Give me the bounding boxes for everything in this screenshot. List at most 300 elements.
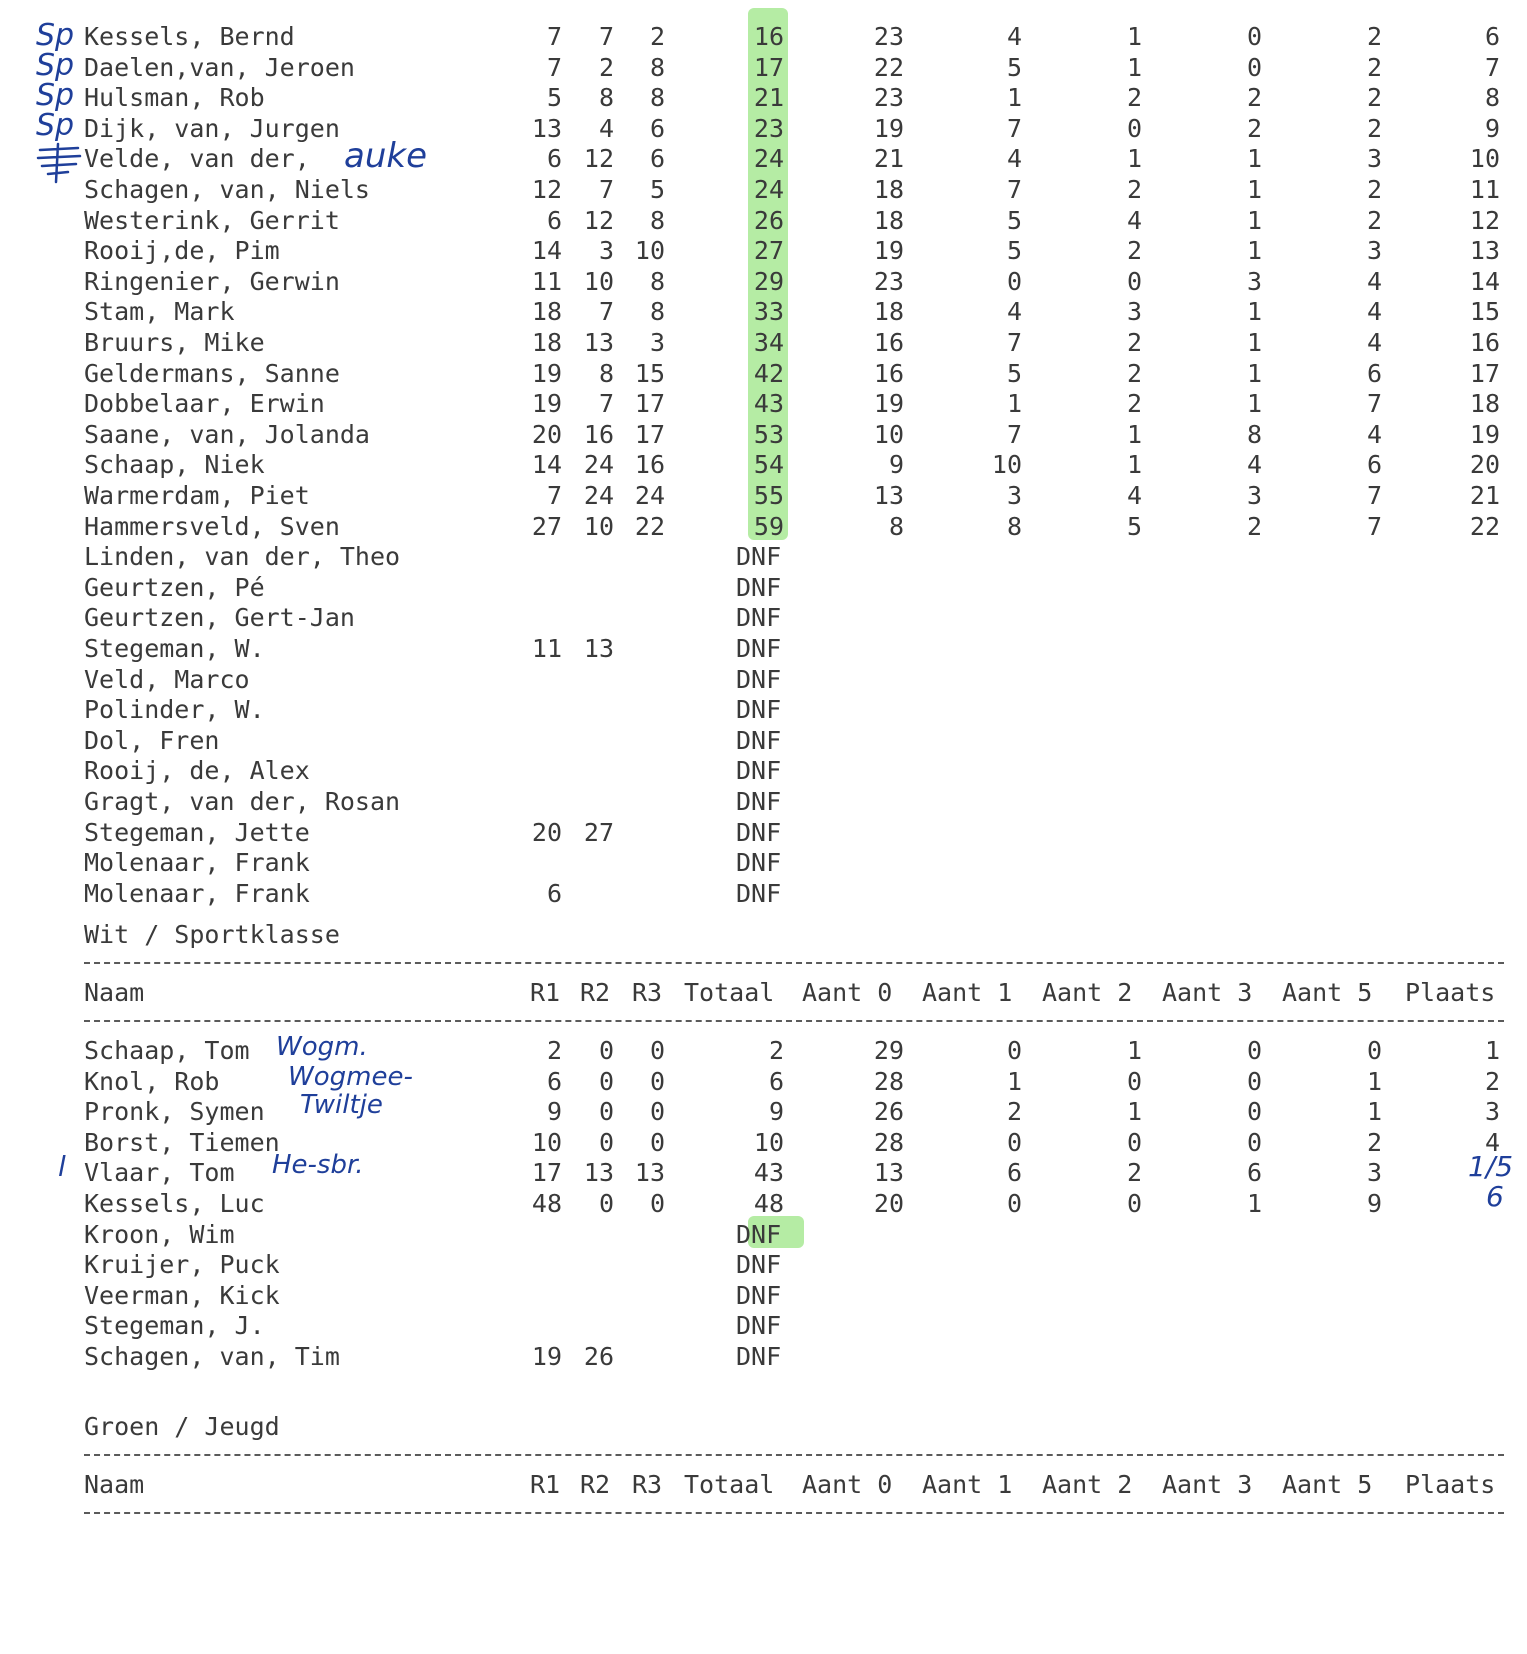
- cell-a1: 7: [1006, 419, 1022, 449]
- participant-name: Kessels, Luc: [84, 1189, 265, 1218]
- cell-a0: 19: [873, 236, 904, 266]
- handwritten-sp-mark: Sp: [36, 48, 75, 83]
- cell-r1: 18: [531, 328, 562, 357]
- cell-totaal: 6: [768, 1066, 784, 1096]
- participant-name: Borst, Tiemen: [84, 1127, 280, 1157]
- cell-plaats: 17: [1469, 358, 1500, 388]
- table-row: [0, 756, 1527, 786]
- header-r1: R1: [530, 978, 561, 1007]
- table-row: [0, 1036, 1527, 1066]
- cell-plaats: 12: [1469, 205, 1500, 235]
- cell-a3: 0: [1246, 1127, 1262, 1157]
- cell-r2: 12: [583, 205, 614, 235]
- scribble-icon: [34, 140, 84, 186]
- cell-a5: 3: [1366, 236, 1382, 266]
- table-row: [0, 542, 1527, 572]
- cell-a0: 29: [873, 1036, 904, 1065]
- cell-a0: 18: [873, 205, 904, 235]
- cell-r3: 22: [634, 511, 665, 541]
- dash-rule: [84, 1020, 1504, 1022]
- table-row: [0, 1189, 1527, 1219]
- cell-plaats: 1: [1484, 1036, 1500, 1065]
- cell-a5: 9: [1366, 1189, 1382, 1218]
- handwritten-sp-mark: Sp: [36, 18, 75, 53]
- cell-a5: 4: [1366, 419, 1382, 449]
- cell-r2: 13: [583, 634, 614, 663]
- dash-rule: [84, 1512, 1504, 1514]
- table-row: [0, 22, 1527, 52]
- cell-a1: 0: [1006, 1189, 1022, 1218]
- cell-a1: 5: [1006, 236, 1022, 266]
- cell-a3: 1: [1246, 297, 1262, 327]
- participant-name: Bruurs, Mike: [84, 328, 265, 357]
- cell-a2: 3: [1126, 297, 1142, 327]
- participant-name: Pronk, Symen: [84, 1097, 265, 1127]
- cell-a5: 0: [1366, 1036, 1382, 1065]
- handwritten-sp-mark: Sp: [36, 78, 75, 113]
- cell-r2: 7: [598, 297, 614, 327]
- cell-r3: 8: [649, 83, 665, 113]
- table-row: [0, 297, 1527, 327]
- participant-name: Stam, Mark: [84, 297, 235, 327]
- table-row: [0, 603, 1527, 633]
- cell-a1: 1: [1006, 1066, 1022, 1096]
- cell-r2: 7: [598, 22, 614, 51]
- cell-a1: 7: [1006, 328, 1022, 357]
- cell-totaal: 17: [753, 52, 784, 82]
- cell-r1: 20: [531, 419, 562, 449]
- header-a2: Aant 2: [1042, 978, 1133, 1007]
- handwritten-twiltje: Twiltje: [300, 1090, 383, 1120]
- cell-a1: 0: [1006, 1036, 1022, 1065]
- cell-r3: 2: [649, 22, 665, 51]
- participant-name: Kessels, Bernd: [84, 22, 295, 51]
- cell-a0: 23: [873, 83, 904, 113]
- cell-plaats: 2: [1484, 1066, 1500, 1096]
- cell-totaal: 55: [753, 481, 784, 510]
- table-row: [0, 1158, 1527, 1188]
- cell-plaats: 3: [1484, 1097, 1500, 1127]
- cell-a1: 8: [1006, 511, 1022, 541]
- cell-a0: 13: [873, 481, 904, 510]
- cell-a3: 0: [1246, 1097, 1262, 1127]
- cell-totaal: DNF: [736, 725, 782, 755]
- cell-r1: 9: [546, 1097, 562, 1127]
- cell-a0: 28: [873, 1066, 904, 1096]
- cell-totaal: 24: [753, 175, 784, 204]
- cell-a3: 8: [1246, 419, 1262, 449]
- cell-r1: 7: [546, 52, 562, 82]
- table-row: [0, 206, 1527, 236]
- cell-a0: 18: [873, 175, 904, 204]
- cell-r2: 10: [583, 511, 614, 541]
- header-r3: R3: [632, 978, 663, 1007]
- cell-a5: 1: [1366, 1066, 1382, 1096]
- cell-r1: 11: [531, 266, 562, 296]
- participant-name: Velde, van der,: [84, 144, 310, 174]
- cell-a1: 3: [1006, 481, 1022, 510]
- participant-name: Dol, Fren: [84, 725, 220, 755]
- cell-a0: 23: [873, 266, 904, 296]
- cell-a1: 4: [1006, 297, 1022, 327]
- table-row: [0, 1067, 1527, 1097]
- cell-r1: 14: [531, 450, 562, 480]
- cell-r3: 10: [634, 236, 665, 266]
- cell-a5: 1: [1366, 1097, 1382, 1127]
- table-row: [0, 787, 1527, 817]
- cell-a2: 5: [1126, 511, 1142, 541]
- participant-name: Daelen,van, Jeroen: [84, 52, 355, 82]
- cell-a2: 0: [1126, 1066, 1142, 1096]
- participant-name: Westerink, Gerrit: [84, 205, 340, 235]
- cell-a3: 4: [1246, 450, 1262, 480]
- participant-name: Molenaar, Frank: [84, 848, 310, 878]
- cell-totaal: 16: [753, 22, 784, 51]
- cell-r1: 7: [546, 481, 562, 510]
- cell-totaal: 48: [753, 1189, 784, 1218]
- cell-r1: 27: [531, 511, 562, 541]
- cell-a2: 1: [1126, 22, 1142, 51]
- section-title-wit: Wit / Sportklasse: [84, 920, 340, 949]
- header-r2: R2: [580, 1470, 611, 1499]
- handwritten-wogmee: Wogmee-: [288, 1062, 413, 1092]
- participant-name: Stegeman, W.: [84, 634, 265, 663]
- participant-name: Schaap, Niek: [84, 450, 265, 480]
- cell-totaal: 29: [753, 266, 784, 296]
- dash-rule: [84, 1454, 1504, 1456]
- cell-a1: 10: [991, 450, 1022, 480]
- cell-totaal: DNF: [736, 1250, 782, 1280]
- cell-totaal: 27: [753, 236, 784, 266]
- cell-a1: 5: [1006, 52, 1022, 82]
- cell-plaats: 8: [1484, 83, 1500, 113]
- cell-a5: 2: [1366, 205, 1382, 235]
- participant-name: Stegeman, Jette: [84, 817, 310, 847]
- participant-name: Veerman, Kick: [84, 1280, 280, 1310]
- handwritten-plaats-vlaar: 1/5: [1468, 1150, 1514, 1183]
- header-totaal: Totaal: [684, 978, 775, 1007]
- cell-a2: 1: [1126, 1036, 1142, 1065]
- cell-a1: 2: [1006, 1097, 1022, 1127]
- cell-totaal: 2: [768, 1036, 784, 1065]
- cell-totaal: 54: [753, 450, 784, 480]
- cell-a3: 1: [1246, 389, 1262, 419]
- cell-a0: 16: [873, 358, 904, 388]
- cell-plaats: 13: [1469, 236, 1500, 266]
- table-row: [0, 1097, 1527, 1127]
- cell-r1: 12: [531, 175, 562, 204]
- table-row: [0, 818, 1527, 848]
- table-row: [0, 175, 1527, 205]
- cell-r2: 0: [598, 1097, 614, 1127]
- cell-a0: 19: [873, 389, 904, 419]
- participant-name: Linden, van der, Theo: [84, 542, 401, 572]
- cell-a1: 7: [1006, 113, 1022, 143]
- cell-r3: 8: [649, 266, 665, 296]
- cell-r1: 19: [531, 389, 562, 419]
- section-title-groen: Groen / Jeugd: [84, 1412, 280, 1441]
- cell-a3: 0: [1246, 1036, 1262, 1065]
- table-row: [0, 634, 1527, 664]
- cell-totaal: DNF: [736, 1280, 782, 1310]
- cell-totaal: DNF: [736, 1342, 782, 1371]
- cell-a0: 26: [873, 1097, 904, 1127]
- participant-name: Veld, Marco: [84, 664, 250, 694]
- table-row: [0, 450, 1527, 480]
- cell-plaats: 14: [1469, 266, 1500, 296]
- table-row: [0, 114, 1527, 144]
- cell-r1: 18: [531, 297, 562, 327]
- cell-totaal: 43: [753, 1158, 784, 1188]
- cell-a0: 28: [873, 1127, 904, 1157]
- cell-a3: 2: [1246, 83, 1262, 113]
- cell-r3: 8: [649, 297, 665, 327]
- table-row: [0, 328, 1527, 358]
- cell-totaal: DNF: [736, 848, 782, 878]
- cell-plaats: 22: [1469, 511, 1500, 541]
- handwritten-tick: l: [58, 1150, 66, 1183]
- participant-name: Dobbelaar, Erwin: [84, 389, 325, 419]
- cell-a0: 9: [888, 450, 904, 480]
- table-row: [0, 1342, 1527, 1372]
- cell-plaats: 6: [1484, 22, 1500, 51]
- cell-plaats: 4: [1484, 1127, 1500, 1157]
- header-a5: Aant 5: [1282, 978, 1373, 1007]
- cell-totaal: 34: [753, 328, 784, 357]
- cell-r1: 6: [546, 1066, 562, 1096]
- cell-a3: 1: [1246, 358, 1262, 388]
- header-naam: Naam: [84, 1470, 145, 1499]
- cell-r3: 0: [649, 1189, 665, 1218]
- cell-a3: 0: [1246, 1066, 1262, 1096]
- cell-r2: 27: [583, 817, 614, 847]
- cell-totaal: 10: [753, 1127, 784, 1157]
- cell-r2: 3: [598, 236, 614, 266]
- cell-plaats: 10: [1469, 144, 1500, 174]
- cell-r1: 5: [546, 83, 562, 113]
- participant-name: Stegeman, J.: [84, 1311, 265, 1341]
- cell-a2: 4: [1126, 205, 1142, 235]
- cell-a1: 5: [1006, 205, 1022, 235]
- table-row: [0, 236, 1527, 266]
- cell-totaal: 59: [753, 511, 784, 541]
- cell-a2: 1: [1126, 144, 1142, 174]
- cell-a2: 1: [1126, 1097, 1142, 1127]
- cell-a0: 13: [873, 1158, 904, 1188]
- table-row: [0, 359, 1527, 389]
- participant-name: Geldermans, Sanne: [84, 358, 340, 388]
- cell-a1: 0: [1006, 266, 1022, 296]
- cell-r1: 11: [531, 634, 562, 663]
- cell-r3: 24: [634, 481, 665, 510]
- cell-a2: 0: [1126, 1189, 1142, 1218]
- participant-name: Saane, van, Jolanda: [84, 419, 370, 449]
- cell-a3: 2: [1246, 113, 1262, 143]
- cell-totaal: 26: [753, 205, 784, 235]
- cell-r3: 6: [649, 113, 665, 143]
- cell-a3: 0: [1246, 52, 1262, 82]
- cell-r3: 13: [634, 1158, 665, 1188]
- cell-totaal: DNF: [736, 787, 782, 816]
- cell-a2: 2: [1126, 389, 1142, 419]
- participant-name: Dijk, van, Jurgen: [84, 113, 340, 143]
- cell-a5: 3: [1366, 1158, 1382, 1188]
- cell-a3: 0: [1246, 22, 1262, 51]
- header-plaats: Plaats: [1405, 1470, 1496, 1499]
- cell-r2: 4: [598, 113, 614, 143]
- cell-a5: 7: [1366, 389, 1382, 419]
- table-row: [0, 1311, 1527, 1341]
- table-row: [0, 83, 1527, 113]
- cell-a2: 2: [1126, 328, 1142, 357]
- cell-r3: 0: [649, 1127, 665, 1157]
- header-a1: Aant 1: [922, 1470, 1013, 1499]
- cell-a2: 0: [1126, 266, 1142, 296]
- cell-a1: 4: [1006, 144, 1022, 174]
- cell-r3: 8: [649, 52, 665, 82]
- header-r3: R3: [632, 1470, 663, 1499]
- cell-totaal: 9: [768, 1097, 784, 1127]
- cell-a5: 2: [1366, 52, 1382, 82]
- header-a1: Aant 1: [922, 978, 1013, 1007]
- header-a3: Aant 3: [1162, 1470, 1253, 1499]
- cell-plaats: 9: [1484, 113, 1500, 143]
- participant-name: Rooij, de, Alex: [84, 756, 310, 786]
- cell-a0: 19: [873, 113, 904, 143]
- cell-totaal: DNF: [736, 572, 782, 602]
- table-row: [0, 695, 1527, 725]
- cell-totaal: DNF: [736, 664, 782, 694]
- cell-a1: 0: [1006, 1127, 1022, 1157]
- cell-a3: 1: [1246, 144, 1262, 174]
- cell-a1: 1: [1006, 83, 1022, 113]
- participant-name: Hammersveld, Sven: [84, 511, 340, 541]
- table-row: [0, 53, 1527, 83]
- cell-r1: 6: [546, 205, 562, 235]
- cell-a3: 1: [1246, 175, 1262, 204]
- cell-r3: 0: [649, 1066, 665, 1096]
- table-row: [0, 879, 1527, 909]
- cell-totaal: DNF: [736, 603, 782, 633]
- participant-name: Warmerdam, Piet: [84, 481, 310, 510]
- cell-plaats: 21: [1469, 481, 1500, 510]
- participant-name: Geurtzen, Pé: [84, 572, 265, 602]
- participant-name: Gragt, van der, Rosan: [84, 787, 401, 816]
- cell-a5: 7: [1366, 481, 1382, 510]
- header-a5: Aant 5: [1282, 1470, 1373, 1499]
- cell-a3: 1: [1246, 205, 1262, 235]
- cell-r2: 0: [598, 1036, 614, 1065]
- cell-r1: 48: [531, 1189, 562, 1218]
- table-row: [0, 848, 1527, 878]
- cell-a5: 7: [1366, 511, 1382, 541]
- cell-r2: 7: [598, 389, 614, 419]
- cell-r3: 17: [634, 389, 665, 419]
- table-row: [0, 573, 1527, 603]
- cell-r3: 5: [649, 175, 665, 204]
- cell-r2: 8: [598, 83, 614, 113]
- cell-plaats: 20: [1469, 450, 1500, 480]
- header-a2: Aant 2: [1042, 1470, 1133, 1499]
- cell-a3: 1: [1246, 328, 1262, 357]
- cell-r1: 13: [531, 113, 562, 143]
- cell-r1: 6: [546, 144, 562, 174]
- participant-name: Ringenier, Gerwin: [84, 266, 340, 296]
- cell-a5: 2: [1366, 175, 1382, 204]
- cell-plaats: 11: [1469, 175, 1500, 204]
- cell-a3: 2: [1246, 511, 1262, 541]
- cell-a0: 16: [873, 328, 904, 357]
- participant-name: Kruijer, Puck: [84, 1250, 280, 1280]
- cell-totaal: DNF: [736, 817, 782, 847]
- cell-r3: 15: [634, 358, 665, 388]
- cell-r1: 19: [531, 1342, 562, 1371]
- cell-a5: 6: [1366, 358, 1382, 388]
- participant-name: Schaap, Tom: [84, 1036, 250, 1065]
- cell-a5: 6: [1366, 450, 1382, 480]
- table-row: [0, 420, 1527, 450]
- cell-r2: 24: [583, 481, 614, 510]
- cell-a3: 1: [1246, 1189, 1262, 1218]
- cell-a5: 3: [1366, 144, 1382, 174]
- participant-name: Molenaar, Frank: [84, 878, 310, 908]
- cell-plaats: 19: [1469, 419, 1500, 449]
- cell-r2: 0: [598, 1127, 614, 1157]
- header-row-wit: [0, 978, 1527, 1008]
- cell-totaal: DNF: [736, 756, 782, 786]
- cell-a1: 7: [1006, 175, 1022, 204]
- participant-name: Polinder, W.: [84, 695, 265, 725]
- cell-a1: 6: [1006, 1158, 1022, 1188]
- table-row: [0, 1281, 1527, 1311]
- cell-a3: 1: [1246, 236, 1262, 266]
- cell-a5: 2: [1366, 1127, 1382, 1157]
- cell-a0: 22: [873, 52, 904, 82]
- cell-totaal: 43: [753, 389, 784, 419]
- cell-r1: 2: [546, 1036, 562, 1065]
- handwritten-auke: auke: [344, 136, 427, 176]
- cell-a1: 5: [1006, 358, 1022, 388]
- cell-totaal: DNF: [736, 878, 782, 908]
- cell-a0: 23: [873, 22, 904, 51]
- cell-totaal: 24: [753, 144, 784, 174]
- cell-a1: 4: [1006, 22, 1022, 51]
- cell-r3: 17: [634, 419, 665, 449]
- cell-a0: 21: [873, 144, 904, 174]
- header-a3: Aant 3: [1162, 978, 1253, 1007]
- header-totaal: Totaal: [684, 1470, 775, 1499]
- cell-plaats: 16: [1469, 328, 1500, 357]
- cell-r1: 6: [546, 878, 562, 908]
- cell-a3: 3: [1246, 481, 1262, 510]
- cell-totaal: DNF: [736, 695, 782, 725]
- cell-a2: 0: [1126, 1127, 1142, 1157]
- cell-r3: 0: [649, 1036, 665, 1065]
- cell-r2: 0: [598, 1066, 614, 1096]
- participant-name: Knol, Rob: [84, 1066, 220, 1096]
- cell-r2: 13: [583, 328, 614, 357]
- table-row: [0, 267, 1527, 297]
- cell-r3: 16: [634, 450, 665, 480]
- cell-r2: 26: [583, 1342, 614, 1371]
- cell-r2: 2: [598, 52, 614, 82]
- cell-a2: 2: [1126, 83, 1142, 113]
- cell-r2: 0: [598, 1189, 614, 1218]
- header-a0: Aant 0: [802, 1470, 893, 1499]
- cell-r2: 16: [583, 419, 614, 449]
- cell-r3: 0: [649, 1097, 665, 1127]
- cell-a2: 1: [1126, 52, 1142, 82]
